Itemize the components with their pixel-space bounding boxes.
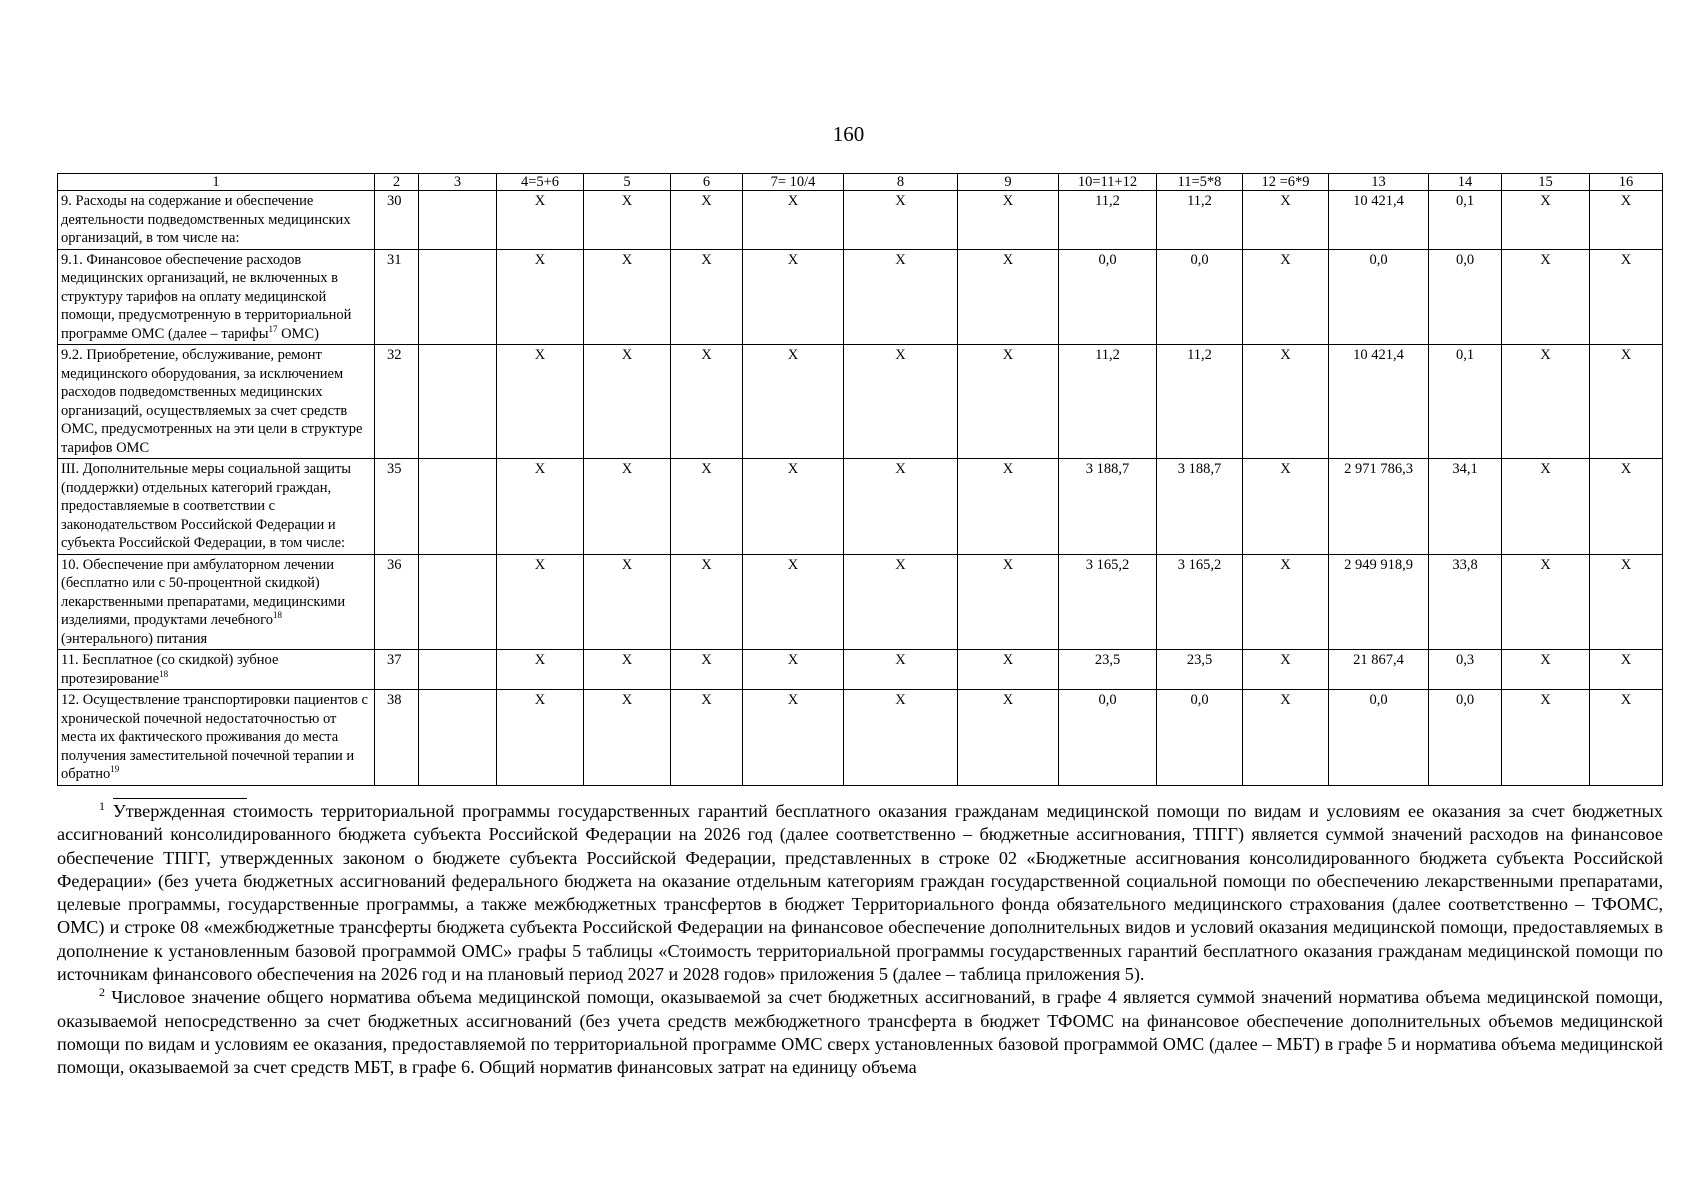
row-name xyxy=(58,191,375,250)
column-header: 1 xyxy=(58,174,375,191)
table-cell xyxy=(419,650,497,690)
table-cell: Х xyxy=(958,191,1059,250)
table-cell: Х xyxy=(584,650,671,690)
table-cell: Х xyxy=(958,690,1059,786)
table-cell xyxy=(419,690,497,786)
footnotes xyxy=(57,800,1663,1080)
table-cell: 11,2 xyxy=(1059,191,1157,250)
table-cell: Х xyxy=(671,690,743,786)
table-cell: Х xyxy=(743,249,844,345)
table-cell: Х xyxy=(1590,650,1663,690)
table-cell: Х xyxy=(671,554,743,650)
table-cell: Х xyxy=(1243,554,1329,650)
column-header: 8 xyxy=(844,174,958,191)
table-cell: 0,1 xyxy=(1429,345,1502,459)
table-cell: Х xyxy=(497,690,584,786)
footnote-mark: 2 xyxy=(99,985,105,1000)
table-cell: 11,2 xyxy=(1157,345,1243,459)
row-name xyxy=(58,345,375,459)
table-cell: 0,0 xyxy=(1059,249,1157,345)
table-cell: Х xyxy=(1243,690,1329,786)
table-cell: 21 867,4 xyxy=(1329,650,1429,690)
table-cell: 11,2 xyxy=(1157,191,1243,250)
page-number: 160 xyxy=(832,122,865,146)
table-cell xyxy=(419,554,497,650)
table-cell: 33,8 xyxy=(1429,554,1502,650)
footnote-ref: 18 xyxy=(273,610,282,621)
table-cell: Х xyxy=(1502,459,1590,555)
column-header: 6 xyxy=(671,174,743,191)
table-cell: 0,0 xyxy=(1429,690,1502,786)
row-name-text: 9.1. Финансовое обеспечение расходов медицинских организаций, не включенных в структуру тарифов на оплату медицинской помощи, предусмотренную в территориальной программе ОМС (далее – тарифы xyxy=(61,251,352,342)
table-cell: Х xyxy=(958,249,1059,345)
column-header: 2 xyxy=(375,174,419,191)
table-cell xyxy=(419,345,497,459)
table-row xyxy=(58,650,1663,690)
table-cell: Х xyxy=(844,650,958,690)
table-cell: Х xyxy=(743,690,844,786)
table-cell xyxy=(419,249,497,345)
footnote-ref: 18 xyxy=(159,668,169,679)
table-cell: Х xyxy=(671,191,743,250)
table-cell: Х xyxy=(958,650,1059,690)
row-name-text: 9.2. Приобретение, обслуживание, ремонт медицинского оборудования, за исключением расходов подведомственных медицинских организаций, осуществляемых за счет средств ОМС, предусмотренных на эти цели в структуре тарифов ОМС xyxy=(61,347,363,456)
table-cell: Х xyxy=(671,459,743,555)
column-header: 15 xyxy=(1502,174,1590,191)
table-cell: 34,1 xyxy=(1429,459,1502,555)
row-code: 36 xyxy=(375,554,419,650)
table-cell: Х xyxy=(497,191,584,250)
table-cell: Х xyxy=(958,459,1059,555)
row-name-text: 9. Расходы на содержание и обеспечение деятельности подведомственных медицинских организаций, в том числе на: xyxy=(61,193,351,246)
table-cell: Х xyxy=(497,650,584,690)
table-cell: 3 165,2 xyxy=(1157,554,1243,650)
table-cell: Х xyxy=(497,345,584,459)
table-cell: 10 421,4 xyxy=(1329,191,1429,250)
footnote-mark: 1 xyxy=(99,798,105,813)
table-cell: Х xyxy=(844,249,958,345)
row-code: 37 xyxy=(375,650,419,690)
table-cell: 0,0 xyxy=(1059,690,1157,786)
expenditure-table xyxy=(57,173,1663,786)
table-cell: Х xyxy=(584,554,671,650)
table-cell: Х xyxy=(1243,459,1329,555)
table-cell: 0,3 xyxy=(1429,650,1502,690)
row-code: 38 xyxy=(375,690,419,786)
table-cell: Х xyxy=(844,554,958,650)
table-cell: 2 971 786,3 xyxy=(1329,459,1429,555)
table-row xyxy=(58,345,1663,459)
column-header: 10=11+12 xyxy=(1059,174,1157,191)
row-code: 35 xyxy=(375,459,419,555)
row-code: 32 xyxy=(375,345,419,459)
table-cell: Х xyxy=(584,345,671,459)
column-header: 13 xyxy=(1329,174,1429,191)
table-cell: Х xyxy=(958,554,1059,650)
column-header: 4=5+6 xyxy=(497,174,584,191)
table-cell: Х xyxy=(1243,345,1329,459)
row-name-text: III. Дополнительные меры социальной защиты (поддержки) отдельных категорий граждан, предоставляемые в соответствии с законодательством Российской Федерации и субъекта Российской Федерации, в том числе: xyxy=(61,461,352,551)
table-cell: Х xyxy=(1502,345,1590,459)
table-cell: 0,0 xyxy=(1157,690,1243,786)
table-cell: Х xyxy=(497,459,584,555)
row-name xyxy=(58,650,375,690)
table-cell: Х xyxy=(1502,690,1590,786)
table-cell: Х xyxy=(1243,650,1329,690)
table-cell: 23,5 xyxy=(1059,650,1157,690)
footnote-text: Числовое значение общего норматива объема медицинской помощи, оказываемой за счет бюджетных ассигнований, в графе 4 является суммой значений норматива объема медицинской помощи, оказываемой непосредственно за счет бюджетных ассигнований (без учета средств межбюджетного трансферта в бюджет ТФОМС на финансовое обеспечение дополнительных объемов медицинской помощи по видам и условиям ее оказания, предоставляемой по территориальной программе ОМС сверх установленных базовой программой ОМС (далее – МБТ) в графе 5 и норматива объема медицинской помощи, оказываемой за счет средств МБТ, в графе 6. Общий норматив финансовых затрат на единицу объема xyxy=(57,987,1663,1078)
table-cell: Х xyxy=(497,249,584,345)
row-name-text: 12. Осуществление транспортировки пациентов с хронической почечной недостаточностью от места их фактического проживания до места получения заместительной почечной терапии и обратно xyxy=(61,692,368,782)
table-cell: 23,5 xyxy=(1157,650,1243,690)
table-cell: Х xyxy=(671,650,743,690)
table-cell xyxy=(419,191,497,250)
table-cell: Х xyxy=(584,249,671,345)
table-cell: 0,1 xyxy=(1429,191,1502,250)
table-cell: Х xyxy=(743,459,844,555)
column-header: 9 xyxy=(958,174,1059,191)
table-row xyxy=(58,459,1663,555)
table-header-row xyxy=(58,174,1663,191)
row-name-text: 10. Обеспечение при амбулаторном лечении (бесплатно или с 50-процентной скидкой) лекарственными препаратами, медицинскими изделиями, продуктами лечебного xyxy=(61,556,346,628)
footnote xyxy=(57,800,1663,986)
table-cell: Х xyxy=(1243,249,1329,345)
row-name-tail: ОМС) xyxy=(277,325,319,342)
table-cell: Х xyxy=(584,459,671,555)
column-header: 3 xyxy=(419,174,497,191)
table-cell: Х xyxy=(584,690,671,786)
footnote-separator xyxy=(113,798,247,799)
table-cell: Х xyxy=(1502,249,1590,345)
table-cell: Х xyxy=(844,459,958,555)
table-cell: Х xyxy=(1502,650,1590,690)
row-name-text: 11. Бесплатное (со скидкой) зубное протезирование xyxy=(61,652,279,687)
table-cell: Х xyxy=(743,554,844,650)
column-header: 16 xyxy=(1590,174,1663,191)
table-cell xyxy=(419,459,497,555)
table-cell: Х xyxy=(671,345,743,459)
table-cell: 3 188,7 xyxy=(1059,459,1157,555)
table-cell: Х xyxy=(1243,191,1329,250)
row-name xyxy=(58,249,375,345)
row-name-tail: (энтерального) питания xyxy=(61,630,208,647)
table-cell: Х xyxy=(1590,345,1663,459)
column-header: 7= 10/4 xyxy=(743,174,844,191)
table-cell: Х xyxy=(743,191,844,250)
table-cell: Х xyxy=(497,554,584,650)
table-cell: Х xyxy=(743,650,844,690)
table-cell: Х xyxy=(743,345,844,459)
table-cell: Х xyxy=(844,690,958,786)
table-row xyxy=(58,249,1663,345)
footnote-text: Утвержденная стоимость территориальной программы государственных гарантий бесплатного оказания гражданам медицинской помощи по видам и условиям ее оказания за счет бюджетных ассигнований консолидированного бюджета субъекта Российской Федерации на 2026 год (далее соответственно – бюджетные ассигнования, ТПГГ) является суммой значений расходов на финансовое обеспечение ТПГГ, утвержденных законом о бюджете субъекта Российской Федерации, представленных в строке 02 «Бюджетные ассигнования консолидированного бюджета субъекта Российской Федерации» (без учета бюджетных ассигнований федерального бюджета на оказание отдельным категориям граждан государственной социальной помощи по обеспечению лекарственными препаратами, целевые программы, государственные программы, а также межбюджетных трансфертов в бюджет Территориального фонда обязательного медицинского страхования (далее соответственно – ТФОМС, ОМС) и строке 08 «межбюджетные трансферты бюджета субъекта Российской Федерации на финансовое обеспечение дополнительных видов и условий оказания медицинской помощи, предоставляемых в дополнение к установленным базовой программой ОМС» графы 5 таблицы «Стоимость территориальной программы государственных гарантий бесплатного оказания гражданам медицинской помощи по источникам финансового обеспечения на 2026 год и на плановый период 2027 и 2028 годов» приложения 5 (далее – таблица приложения 5). xyxy=(57,801,1663,985)
table-cell: Х xyxy=(958,345,1059,459)
table-cell: Х xyxy=(844,345,958,459)
table-cell: Х xyxy=(584,191,671,250)
table-cell: Х xyxy=(1502,191,1590,250)
table-cell: Х xyxy=(1590,191,1663,250)
table-cell: Х xyxy=(1590,249,1663,345)
column-header: 12 =6*9 xyxy=(1243,174,1329,191)
table-cell: 0,0 xyxy=(1157,249,1243,345)
table-cell: 2 949 918,9 xyxy=(1329,554,1429,650)
table-cell: 0,0 xyxy=(1429,249,1502,345)
table-cell: Х xyxy=(1590,690,1663,786)
table-row xyxy=(58,690,1663,786)
table-cell: 11,2 xyxy=(1059,345,1157,459)
footnote xyxy=(57,986,1663,1079)
row-name xyxy=(58,554,375,650)
column-header: 5 xyxy=(584,174,671,191)
row-name xyxy=(58,459,375,555)
table-cell: 3 188,7 xyxy=(1157,459,1243,555)
footnote-ref: 19 xyxy=(110,764,120,775)
table-row xyxy=(58,191,1663,250)
table-cell: 3 165,2 xyxy=(1059,554,1157,650)
table-cell: Х xyxy=(1502,554,1590,650)
table-cell: Х xyxy=(1590,554,1663,650)
table-row xyxy=(58,554,1663,650)
column-header: 14 xyxy=(1429,174,1502,191)
table-cell: Х xyxy=(671,249,743,345)
table-cell: Х xyxy=(1590,459,1663,555)
row-name xyxy=(58,690,375,786)
column-header: 11=5*8 xyxy=(1157,174,1243,191)
footnote-ref: 17 xyxy=(268,323,278,334)
row-code: 31 xyxy=(375,249,419,345)
table-cell: 0,0 xyxy=(1329,690,1429,786)
table-cell: Х xyxy=(844,191,958,250)
table-cell: 10 421,4 xyxy=(1329,345,1429,459)
table-cell: 0,0 xyxy=(1329,249,1429,345)
row-code: 30 xyxy=(375,191,419,250)
